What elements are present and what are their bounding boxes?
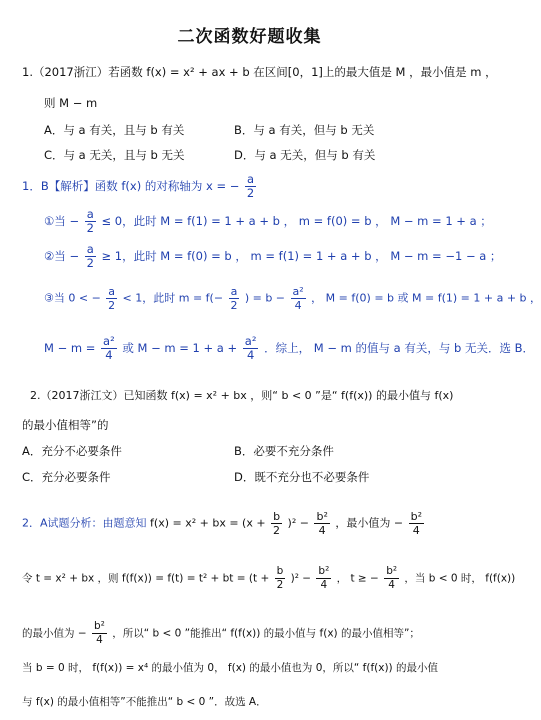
fraction: $\frac{\text{b²}}{4}$ (410, 510, 422, 537)
q2-option-b: B．必要不充分条件 (234, 444, 334, 458)
page-title: 二次函数好题收集 (177, 27, 322, 47)
q1-option-b: B．与 a 有关，但与 b 无关 (234, 123, 375, 137)
fraction: $\frac{a}{2}$ (86, 207, 94, 235)
fraction: $\frac{b}{2}$ (276, 565, 284, 591)
fraction: $\frac{\text{b²}}{4}$ (93, 620, 105, 646)
q2-option-a: A．充分不必要条件 (22, 444, 122, 458)
a1-case-3: ③当 0 < − $\frac{a}{2}$ < 1，此时 m = f(− $\frac{a}{2}$ ) = b − $\frac{\text{a²}}{4}$ ， M = f(0) = b 或 M = f(1) = 1 + a + b ， (44, 285, 541, 312)
fraction: $\frac{b}{2}$ (273, 510, 281, 537)
a1-intro: 1．B【解析】函数 f(x) 的对称轴为 x = − $\frac{a}{2}$ (22, 172, 255, 200)
fraction: $\frac{\text{b²}}{4}$ (316, 510, 328, 537)
a1-case-2: ②当 − $\frac{a}{2}$ ≥ 1，此时 M = f(0) = b ， m = f(1) = 1 + a + b ， M − m = −1 − a ； (44, 242, 502, 270)
fraction: $\frac{\text{a²}}{4}$ (103, 334, 115, 362)
fraction: $\frac{\text{a²}}{4}$ (292, 285, 304, 312)
q2-stem-cont: 的最小值相等”的 (22, 418, 109, 432)
fraction: $\frac{a}{2}$ (246, 172, 255, 200)
a2-minimum: 的最小值为 − $\frac{\text{b²}}{4}$ ，所以“ b < 0 ”能推出“ f(f(x)) 的最小值与 f(x) 的最小值相等”； (22, 620, 420, 646)
fraction: $\frac{\text{a²}}{4}$ (244, 334, 257, 362)
q1-option-a: A．与 a 有关，且与 b 有关 (44, 123, 185, 137)
q2-option-d: D．既不充分也不必要条件 (234, 470, 370, 484)
a2-intro: 2．A试题分析：由题意知 f(x) = x² + bx = (x + $\frac{b}{2}$ )² − $\frac{\text{b²}}{4}$ ，最小值为 − $\frac{\text{b²}}{4}$ (22, 510, 422, 537)
a2-b-zero-case: 当 b = 0 时， f(f(x)) = x⁴ 的最小值为 0， f(x) 的最小值也为 0，所以“ f(f(x)) 的最小值 (22, 662, 438, 674)
q2-option-c: C．充分必要条件 (22, 470, 111, 484)
q1-option-c: C．与 a 无关，且与 b 无关 (44, 148, 185, 162)
q1-stem-cont: 则 M − m (44, 96, 98, 110)
fraction: $\frac{a}{2}$ (86, 242, 94, 270)
fraction: $\frac{a}{2}$ (230, 285, 238, 312)
q1-option-d: D．与 a 无关，但与 b 有关 (234, 148, 376, 162)
fraction: $\frac{a}{2}$ (108, 285, 116, 312)
a1-conclusion: M − m = $\frac{\text{a²}}{4}$ 或 M − m = 1 + a + $\frac{\text{a²}}{4}$ ．综上， M − m 的值与 a 有关，与 b 无关．选 B． (44, 334, 535, 362)
fraction: $\frac{\text{b²}}{4}$ (386, 565, 398, 591)
q1-stem: 1.（2017浙江）若函数 f(x) = x² + ax + b 在区间[0，1]上的最大值是 M ，最小值是 m ， (22, 65, 497, 79)
a1-case-1: ①当 − $\frac{a}{2}$ ≤ 0，此时 M = f(1) = 1 + a + b ， m = f(0) = b ， M − m = 1 + a ； (44, 207, 492, 235)
q2-stem: 2.（2017浙江文）已知函数 f(x) = x² + bx ，则“ b < 0 ”是“ f(f(x)) 的最小值与 f(x) (30, 389, 454, 402)
a2-substitution: 令 t = x² + bx ，则 f(f(x)) = f(t) = t² + bt = (t + $\frac{b}{2}$ )² − $\frac{\text{b²}}{4}$ ， t ≥ − $\frac{\text{b²}}{4}$ ，当 b < 0 时， f(f(x)) (22, 565, 516, 591)
fraction: $\frac{\text{b²}}{4}$ (318, 565, 330, 591)
a2-final: 与 f(x) 的最小值相等”不能推出“ b < 0 ”．故选 A． (22, 696, 267, 708)
